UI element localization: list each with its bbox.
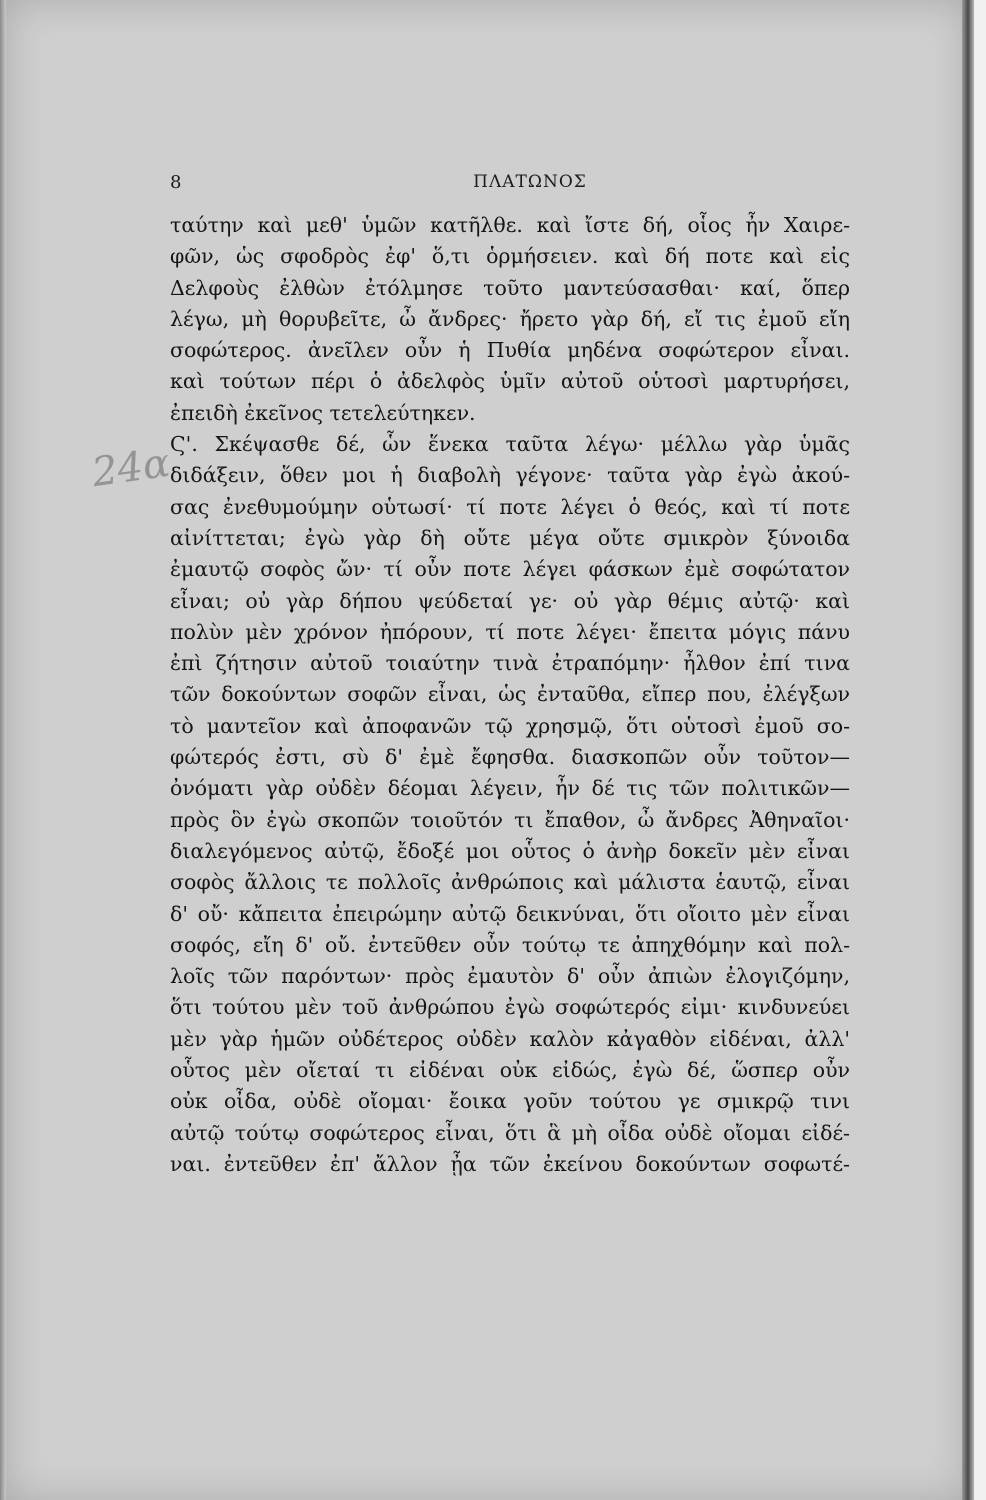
text-line: οὗτος μὲν οἴεταί τι εἰδέναι οὐκ εἰδώς, ἐγὼ δέ, ὥσπερ οὖν (170, 1058, 850, 1083)
running-title: ΠΛΑΤΩΝΟΣ (473, 172, 587, 192)
text-line: δ' οὔ· κἄπειτα ἐπειρώμην αὐτῷ δεικνύναι, ὅτι οἴοιτο μὲν εἶναι (170, 901, 850, 926)
text-line: αὐτῷ τούτῳ σοφώτερος εἶναι, ὅτι ἃ μὴ οἶδα οὐδὲ οἴομαι εἰδέ- (170, 1120, 850, 1145)
text-line: φώτερός ἐστι, σὺ δ' ἐμὲ ἔφησθα. διασκοπῶν οὖν τοῦτον— (170, 745, 850, 770)
text-line: ταύτην καὶ μεθ' ὑμῶν κατῆλθε. καὶ ἴστε δή, οἷος ἦν Χαιρε- (170, 213, 850, 237)
text-line: λέγω, μὴ θορυβεῖτε, ὦ ἄνδρες· ἤρετο γὰρ δή, εἴ τις ἐμοῦ εἴη (170, 306, 850, 331)
text-line: τὸ μαντεῖον καὶ ἀποφανῶν τῷ χρησμῷ, ὅτι οὑτοσὶ ἐμοῦ σο- (170, 713, 850, 738)
text-line: Δελφοὺς ἐλθὼν ἐτόλμησε τοῦτο μαντεύσασθαι· καί, ὅπερ (170, 275, 850, 300)
handwritten-margin-note: 24α (89, 439, 173, 497)
text-line: ἐπειδὴ ἐκεῖνος τετελεύτηκεν. (170, 400, 476, 425)
text-line: καὶ τούτων πέρι ὁ ἀδελφὸς ὑμῖν αὐτοῦ οὑτοσὶ μαρτυρήσει, (170, 369, 850, 394)
text-line: ἐπὶ ζήτησιν αὐτοῦ τοιαύτην τινὰ ἐτραπόμην· ἦλθον ἐπί τινα (170, 651, 850, 676)
text-line: ὀνόματι γὰρ οὐδὲν δέομαι λέγειν, ἦν δέ τις τῶν πολιτικῶν— (170, 776, 850, 801)
facing-page-edge (974, 0, 986, 1500)
text-line: φῶν, ὡς σφοδρὸς ἐφ' ὅ,τι ὁρμήσειεν. καὶ δή ποτε καὶ εἰς (170, 244, 850, 269)
text-line: ἐμαυτῷ σοφὸς ὤν· τί οὖν ποτε λέγει φάσκων ἐμὲ σοφώτατον (170, 557, 850, 582)
text-line: σοφός, εἴη δ' οὔ. ἐντεῦθεν οὖν τούτῳ τε ἀπηχθόμην καὶ πολ- (170, 932, 850, 957)
body-text (170, 210, 850, 1180)
text-line: μὲν γὰρ ἡμῶν οὐδέτερος οὐδὲν καλὸν κἀγαθὸν εἰδέναι, ἀλλ' (170, 1026, 850, 1051)
text-line: σοφὸς ἄλλοις τε πολλοῖς ἀνθρώποις καὶ μάλιστα ἑαυτῷ, εἶναι (170, 870, 850, 895)
page-number: 8 (170, 172, 182, 193)
text-line: λοῖς τῶν παρόντων· πρὸς ἐμαυτὸν δ' οὖν ἀπιὼν ἐλογιζόμην, (170, 964, 850, 989)
book-spine-shadow (962, 0, 974, 1500)
text-line: πρὸς ὃν ἐγὼ σκοπῶν τοιοῦτόν τι ἔπαθον, ὦ ἄνδρες Ἀθηναῖοι· (170, 807, 850, 832)
text-line: τῶν δοκούντων σοφῶν εἶναι, ὡς ἐνταῦθα, εἴπερ που, ἐλέγξων (170, 682, 850, 707)
text-line: αἰνίττεται; ἐγὼ γὰρ δὴ οὔτε μέγα οὔτε σμικρὸν ξύνοιδα (170, 525, 850, 550)
text-line: ναι. ἐντεῦθεν ἐπ' ἄλλον ᾖα τῶν ἐκείνου δοκούντων σοφωτέ- (170, 1151, 850, 1176)
text-line: οὐκ οἶδα, οὐδὲ οἴομαι· ἔοικα γοῦν τούτου γε σμικρῷ τινι (170, 1089, 850, 1114)
text-line: ὅτι τούτου μὲν τοῦ ἀνθρώπου ἐγὼ σοφώτερός εἰμι· κινδυνεύει (170, 995, 850, 1020)
text-line: σας ἐνεθυμούμην οὑτωσί· τί ποτε λέγει ὁ θεός, καὶ τί ποτε (170, 494, 850, 519)
text-line: πολὺν μὲν χρόνον ἠπόρουν, τί ποτε λέγει· ἔπειτα μόγις πάνυ (170, 619, 850, 644)
page-header (170, 172, 850, 200)
text-line: εἶναι; οὐ γὰρ δήπου ψεύδεταί γε· οὐ γὰρ θέμις αὐτῷ· καὶ (170, 588, 850, 613)
text-line: διαλεγόμενος αὐτῷ, ἔδοξέ μοι οὗτος ὁ ἀνὴρ δοκεῖν μὲν εἶναι (170, 838, 850, 863)
text-line: Ϛ'. Σκέψασθε δέ, ὧν ἕνεκα ταῦτα λέγω· μέλλω γὰρ ὑμᾶς (170, 432, 850, 457)
text-line: διδάξειν, ὅθεν μοι ἡ διαβολὴ γέγονε· ταῦτα γὰρ ἐγὼ ἀκού- (170, 463, 850, 488)
text-line: σοφώτερος. ἀνεῖλεν οὖν ἡ Πυθία μηδένα σοφώτερον εἶναι. (170, 338, 850, 363)
